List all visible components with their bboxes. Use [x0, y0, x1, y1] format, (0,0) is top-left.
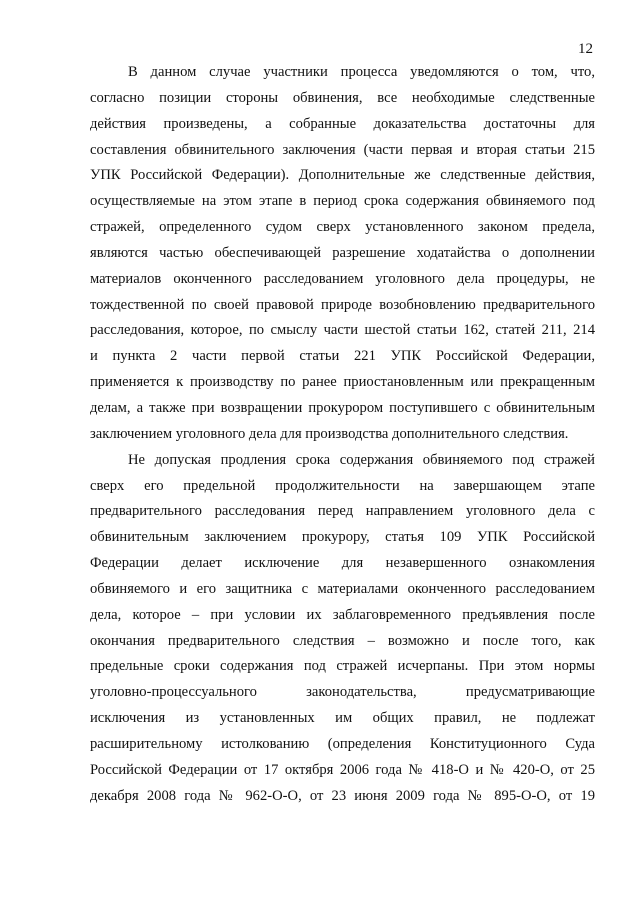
text-line: Российской Федерации от 17 октября 2006 года № 418-О и № 420-О, от 25 — [90, 761, 595, 778]
text-line: делам, а также при возвращении прокурором поступившего с обвинительным — [90, 399, 595, 416]
text-line: уголовно-процессуального законодательства, предусматривающие — [90, 684, 595, 701]
text-line: являются частью обеспечивающей разрешение ходатайства о дополнении — [90, 244, 595, 261]
text-line: окончания предварительного следствия – возможно и после того, как — [90, 632, 595, 649]
text-line: Не допуская продления срока содержания обвиняемого под стражей — [128, 451, 595, 468]
text-line: применяется к производству по ранее приостановленным или прекращенным — [90, 374, 595, 391]
text-line: тождественной по своей правовой природе возобновлению предварительного — [90, 296, 595, 313]
text-line: и пункта 2 части первой статьи 221 УПК Российской Федерации, — [90, 348, 595, 365]
text-line: стражей, определенного судом сверх установленного законом предела, — [90, 219, 595, 236]
page-number: 12 — [578, 41, 593, 57]
text-line: УПК Российской Федерации). Дополнительные же следственные действия, — [90, 167, 595, 184]
text-line: предварительного расследования перед направлением уголовного дела с — [90, 503, 595, 520]
text-line: декабря 2008 года № 962-О-О, от 23 июня 2009 года № 895-О-О, от 19 — [90, 787, 595, 804]
text-line: исключения из установленных им общих правил, не подлежат — [90, 710, 595, 727]
text-line: обвинительным заключением прокурору, статья 109 УПК Российской — [90, 529, 595, 546]
text-line: обвиняемого и его защитника с материалами оконченного расследованием — [90, 580, 595, 597]
paragraph — [90, 60, 595, 448]
text-line: согласно позиции стороны обвинения, все необходимые следственные — [90, 89, 595, 106]
text-line: материалов оконченного расследованием уголовного дела процедуры, не — [90, 270, 595, 287]
text-line: составления обвинительного заключения (части первая и вторая статьи 215 — [90, 141, 595, 158]
text-line: расширительному истолкованию (определения Конституционного Суда — [90, 735, 595, 752]
text-line: заключением уголовного дела для производства дополнительного следствия. — [90, 425, 569, 442]
text-line: предельные сроки содержания под стражей исчерпаны. При этом нормы — [90, 658, 595, 675]
paragraph — [90, 448, 595, 810]
text-line: осуществляемые на этом этапе в период срока содержания обвиняемого под — [90, 193, 595, 210]
text-line: дела, которое – при условии их заблаговременного предъявления после — [90, 606, 595, 623]
text-line: сверх его предельной продолжительности на завершающем этапе — [90, 477, 595, 494]
text-line: В данном случае участники процесса уведомляются о том, что, — [128, 64, 595, 80]
text-line: расследования, которое, по смыслу части шестой статьи 162, статей 211, 214 — [90, 322, 595, 339]
text-line: действия произведены, а собранные доказательства достаточны для — [90, 115, 595, 132]
document-body — [90, 60, 595, 809]
text-line: Федерации делает исключение для незавершенного ознакомления — [90, 555, 595, 572]
